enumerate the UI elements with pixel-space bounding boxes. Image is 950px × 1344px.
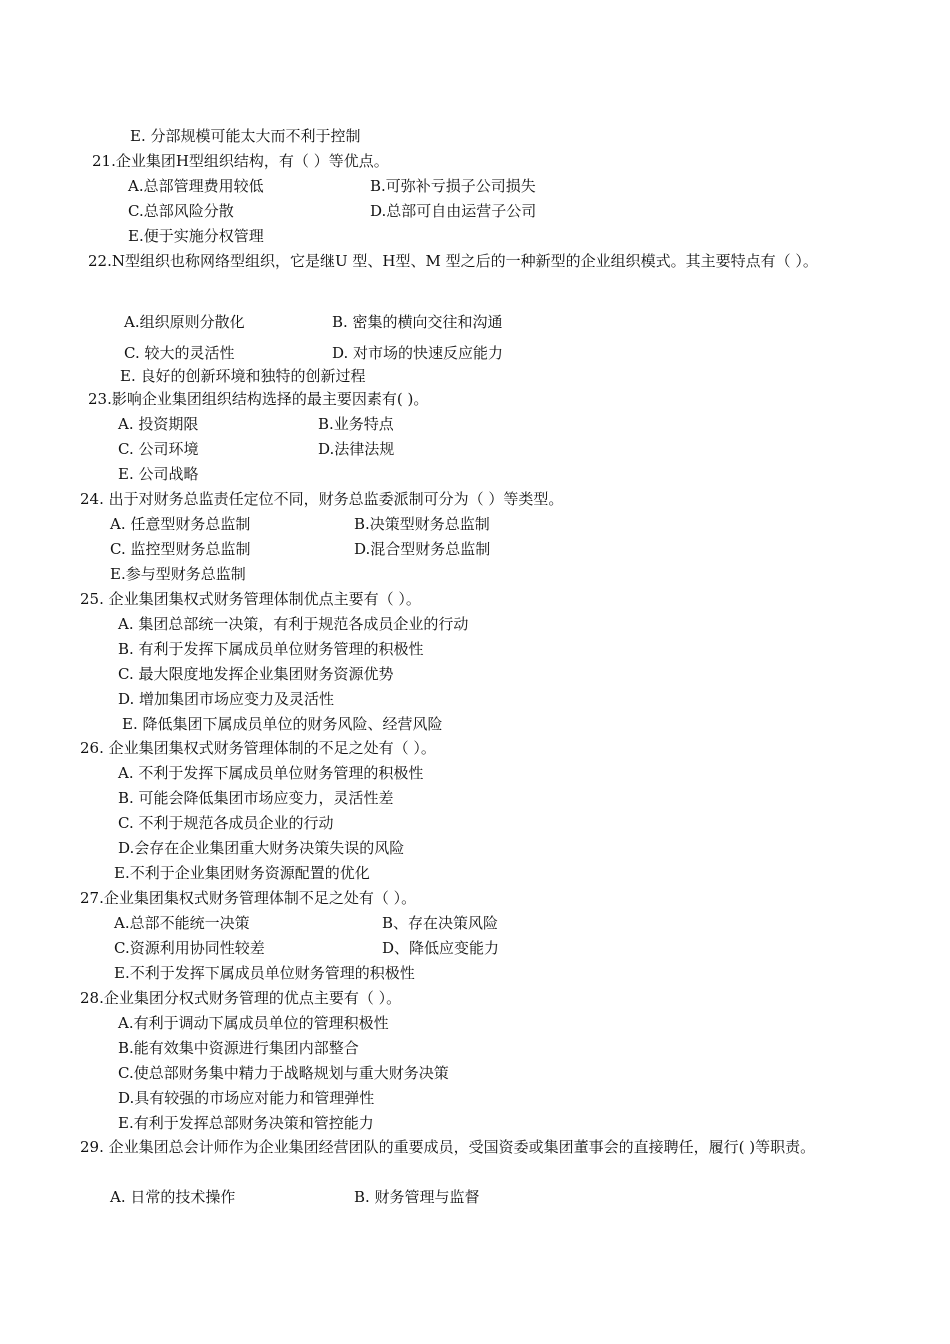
option-26-d: D.会存在企业集团重大财务决策失误的风险	[118, 839, 405, 857]
option-22-d: D. 对市场的快速反应能力	[332, 344, 504, 362]
option-22-a: A.组织原则分散化	[124, 313, 245, 331]
option-26-c: C. 不利于规范各成员企业的行动	[118, 814, 334, 832]
option-25-b: B. 有利于发挥下属成员单位财务管理的积极性	[118, 640, 424, 658]
option-26-b: B. 可能会降低集团市场应变力，灵活性差	[118, 789, 394, 807]
option-27-d: D、降低应变能力	[382, 939, 500, 957]
option-25-e: E. 降低集团下属成员单位的财务风险、经营风险	[122, 715, 443, 733]
option-24-c: C. 监控型财务总监制	[110, 540, 251, 558]
option-22-e: E. 良好的创新环境和独特的创新过程	[120, 367, 366, 385]
option-20-e: E. 分部规模可能太大而不利于控制	[130, 127, 361, 145]
option-28-d: D.具有较强的市场应对能力和管理弹性	[118, 1089, 375, 1107]
question-27: 27.企业集团集权式财务管理体制不足之处有（ ）。	[80, 889, 417, 907]
option-24-e: E.参与型财务总监制	[110, 565, 246, 583]
option-21-a: A.总部管理费用较低	[128, 177, 264, 195]
question-21: 21.企业集团H型组织结构，有（ ）等优点。	[92, 152, 389, 170]
option-28-b: B.能有效集中资源进行集团内部整合	[118, 1039, 359, 1057]
question-26: 26. 企业集团集权式财务管理体制的不足之处有（ ）。	[80, 739, 436, 757]
option-21-d: D.总部可自由运营子公司	[370, 202, 537, 220]
question-22: 22.N型组织也称网络型组织，它是继U 型、H型、M 型之后的一种新型的企业组织模式。其主要特点有（ ）。	[88, 252, 818, 270]
option-29-b: B. 财务管理与监督	[354, 1188, 480, 1206]
question-28: 28.企业集团分权式财务管理的优点主要有（ ）。	[80, 989, 402, 1007]
question-29: 29. 企业集团总会计师作为企业集团经营团队的重要成员，受国资委或集团董事会的直接聘任，履行( )等职责。	[80, 1138, 816, 1156]
option-23-b: B.业务特点	[318, 415, 394, 433]
option-23-c: C. 公司环境	[118, 440, 199, 458]
option-21-c: C.总部风险分散	[128, 202, 234, 220]
option-27-e: E.不利于发挥下属成员单位财务管理的积极性	[114, 964, 415, 982]
option-28-e: E.有利于发挥总部财务决策和管控能力	[118, 1114, 374, 1132]
option-28-a: A.有利于调动下属成员单位的管理积极性	[118, 1014, 389, 1032]
question-25: 25. 企业集团集权式财务管理体制优点主要有（ ）。	[80, 590, 421, 608]
option-28-c: C.使总部财务集中精力于战略规划与重大财务决策	[118, 1064, 449, 1082]
option-23-d: D.法律法规	[318, 440, 395, 458]
option-21-e: E.便于实施分权管理	[128, 227, 264, 245]
option-24-d: D.混合型财务总监制	[354, 540, 491, 558]
option-27-c: C.资源利用协同性较差	[114, 939, 265, 957]
option-27-b: B、存在决策风险	[382, 914, 499, 932]
option-24-b: B.决策型财务总监制	[354, 515, 490, 533]
option-26-a: A. 不利于发挥下属成员单位财务管理的积极性	[118, 764, 424, 782]
option-21-b: B.可弥补亏损子公司损失	[370, 177, 536, 195]
option-29-a: A. 日常的技术操作	[110, 1188, 236, 1206]
option-26-e: E.不利于企业集团财务资源配置的优化	[114, 864, 370, 882]
option-27-a: A.总部不能统一决策	[114, 914, 250, 932]
option-25-c: C. 最大限度地发挥企业集团财务资源优势	[118, 665, 394, 683]
question-23: 23.影响企业集团组织结构选择的最主要因素有( )。	[88, 390, 429, 408]
option-22-c: C. 较大的灵活性	[124, 344, 235, 362]
option-23-e: E. 公司战略	[118, 465, 199, 483]
option-25-d: D. 增加集团市场应变力及灵活性	[118, 690, 335, 708]
option-23-a: A. 投资期限	[118, 415, 199, 433]
option-25-a: A. 集团总部统一决策，有利于规范各成员企业的行动	[118, 615, 469, 633]
option-22-b: B. 密集的横向交往和沟通	[332, 313, 503, 331]
question-24: 24. 出于对财务总监责任定位不同，财务总监委派制可分为（ ）等类型。	[80, 490, 564, 508]
option-24-a: A. 任意型财务总监制	[110, 515, 251, 533]
